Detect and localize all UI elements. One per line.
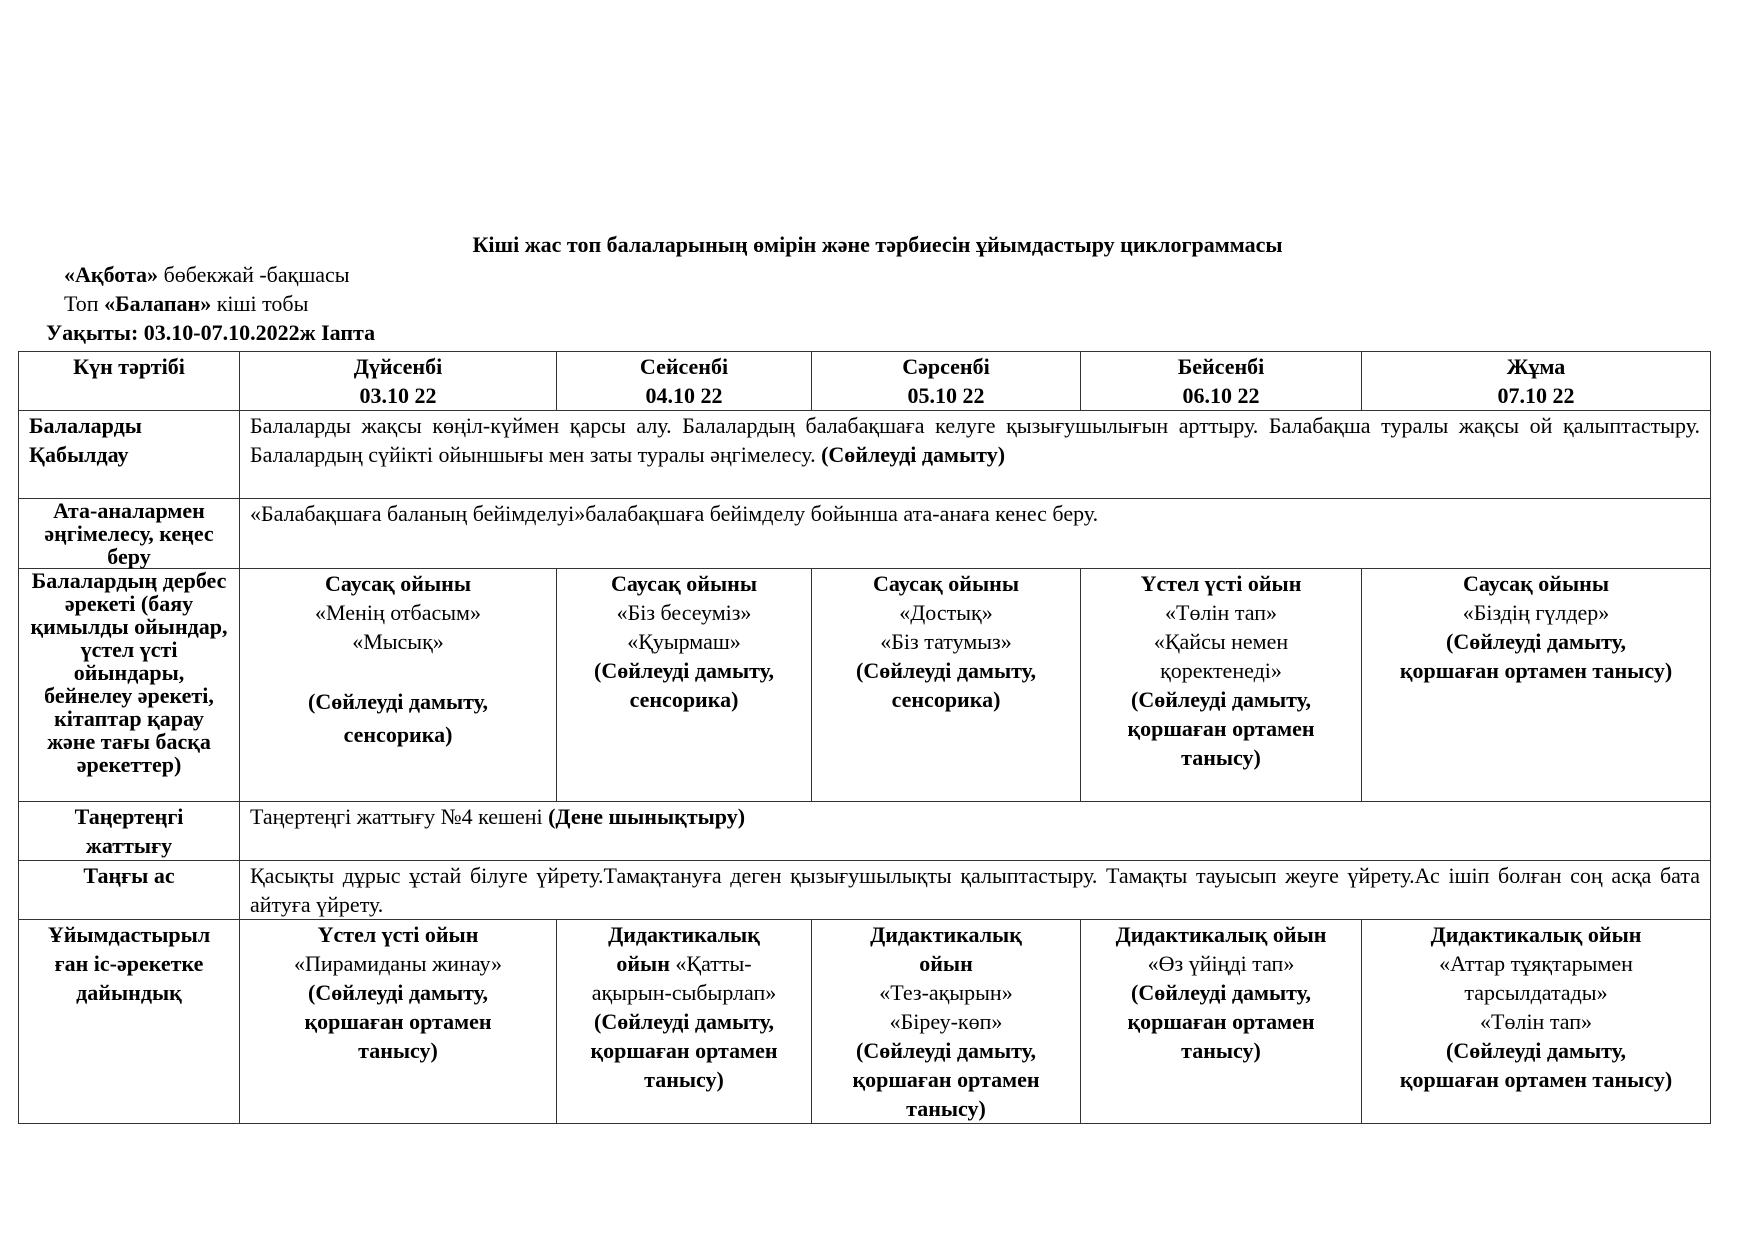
- activity-area: (Сөйлеуді дамыту,: [1131, 980, 1311, 1005]
- activity-title: ойын: [919, 951, 973, 976]
- breakfast-content: Қасықты дұрыс ұстай білуге үйрету.Тамақтануға деген қызығушылықты қалыптастыру. Тамақты тауысып жеуге үйрету.Ас ішіп болған соң асқа бата айтуға үйрету.: [240, 861, 1711, 920]
- activity-title: Саусақ ойыны: [610, 571, 757, 596]
- activity-area: сенсорика): [629, 687, 739, 712]
- day-name: Жұма: [1506, 354, 1566, 379]
- activity-line: «Біздің гүлдер»: [1462, 600, 1610, 625]
- kindergarten-name: «Ақбота»: [64, 262, 159, 287]
- parents-row: [19, 499, 1711, 569]
- header-wednesday: [812, 352, 1081, 411]
- group-name: «Балапан»: [104, 291, 212, 316]
- parents-content: «Балабақшаға баланың бейімделуі»балабақшаға бейімделу бойынша ата-анаға кенес беру.: [240, 499, 1711, 569]
- exercise-row: [19, 802, 1711, 861]
- activity-title: Дидактикалық: [870, 922, 1022, 947]
- activity-area: танысу): [644, 1067, 724, 1092]
- preparation-monday: [240, 920, 557, 1124]
- content-area-tag: (Сөйлеуді дамыту): [821, 442, 1006, 467]
- activity-area: (Сөйлеуді дамыту,: [594, 1009, 774, 1034]
- independent-wednesday: [812, 569, 1081, 802]
- activity-line: «Аттар тұяқтарымен: [1439, 951, 1633, 976]
- activity-line: «Төлін тап»: [1480, 1009, 1592, 1034]
- kindergarten-line: [64, 261, 350, 288]
- activity-line: «Қайсы немен: [1153, 629, 1289, 654]
- activity-area: сенсорика): [891, 687, 1001, 712]
- label-line: ған іс-әрекетке: [54, 951, 204, 976]
- activity-line: «Біз татумыз»: [880, 629, 1012, 654]
- activity-title: Саусақ ойыны: [1462, 571, 1609, 596]
- exercise-content: [240, 802, 1711, 861]
- kindergarten-suffix: бөбекжай -бақшасы: [158, 262, 350, 287]
- activity-area: қоршаған ортамен: [304, 1009, 492, 1034]
- day-date: 03.10 22: [359, 383, 437, 408]
- activity-line: «Біреу-көп»: [889, 1009, 1003, 1034]
- independent-monday: [240, 569, 557, 802]
- header-tuesday: [557, 352, 812, 411]
- independent-row: [19, 569, 1711, 802]
- activity-line: «Менің отбасым»: [315, 600, 481, 625]
- day-name: Сейсенбі: [639, 354, 729, 379]
- activity-line: «Қуырмаш»: [627, 629, 741, 654]
- independent-thursday: [1081, 569, 1362, 802]
- period-line: Уақыты: 03.10-07.10.2022ж Іапта: [46, 320, 376, 345]
- content-text: Таңертеңгі жаттығу №4 кешені: [250, 804, 549, 829]
- reception-row: [19, 411, 1711, 499]
- breakfast-row: [19, 861, 1711, 920]
- content-area-tag: (Дене шынықтыру): [548, 804, 746, 829]
- activity-area: қоршаған ортамен: [1127, 716, 1315, 741]
- activity-line: «Мысық»: [352, 629, 444, 654]
- reception-content: [240, 411, 1711, 499]
- day-date: 04.10 22: [645, 383, 723, 408]
- preparation-label: [19, 920, 240, 1124]
- header-friday: [1362, 352, 1711, 411]
- activity-line: «Өз үйіңді тап»: [1147, 951, 1295, 976]
- activity-area: қоршаған ортамен танысу): [1399, 1067, 1673, 1092]
- activity-title: Дидактикалық ойын: [1115, 922, 1327, 947]
- document-title: Кіші жас топ балаларының өмірін және тәрбиесін ұйымдастыру циклограммасы: [472, 232, 1283, 257]
- activity-line: ақырын-сыбырлап»: [591, 980, 777, 1005]
- header-row: [19, 352, 1711, 411]
- activity-area: (Сөйлеуді дамыту,: [1131, 687, 1311, 712]
- reception-label: [19, 411, 240, 499]
- schedule-table: [18, 351, 1711, 1124]
- day-name: Сәрсенбі: [902, 354, 990, 379]
- activity-area: танысу): [906, 1096, 986, 1121]
- preparation-wednesday: [812, 920, 1081, 1124]
- label-line: Балаларды: [29, 413, 142, 438]
- label-line: дайындық: [76, 980, 182, 1005]
- activity-title: Дидактикалық ойын: [1430, 922, 1642, 947]
- activity-line: «Достық»: [899, 600, 993, 625]
- label-line: жаттығу: [85, 833, 173, 858]
- activity-line: «Пирамиданы жинау»: [293, 951, 503, 976]
- activity-area: танысу): [358, 1038, 438, 1063]
- activity-area: (Сөйлеуді дамыту,: [1446, 1038, 1626, 1063]
- activity-area: қоршаған ортамен: [852, 1067, 1040, 1092]
- breakfast-label: Таңғы ас: [19, 861, 240, 920]
- activity-area: танысу): [1181, 1038, 1261, 1063]
- label-line: Ұйымдастырыл: [47, 922, 211, 947]
- activity-line: қоректенеді»: [1160, 658, 1282, 683]
- activity-area: (Сөйлеуді дамыту,: [308, 980, 488, 1005]
- label-line: Таңертеңгі: [74, 804, 184, 829]
- header-thursday: [1081, 352, 1362, 411]
- group-suffix: кіші тобы: [211, 291, 309, 316]
- preparation-row: [19, 920, 1711, 1124]
- day-name: Дүйсенбі: [353, 354, 443, 379]
- group-line: [64, 290, 308, 317]
- activity-area: қоршаған ортамен: [590, 1038, 778, 1063]
- activity-area: танысу): [1181, 745, 1261, 770]
- day-date: 06.10 22: [1182, 383, 1260, 408]
- activity-title: Дидактикалық: [608, 922, 760, 947]
- activity-area: (Сөйлеуді дамыту,: [308, 689, 488, 714]
- preparation-thursday: [1081, 920, 1362, 1124]
- day-date: 07.10 22: [1497, 383, 1575, 408]
- independent-label: Балалардың дербес әрекеті (баяу қимылды ойындар, үстел үсті ойындары, бейнелеу әрекеті, кітаптар қарау және тағы басқа әрекеттер): [19, 569, 240, 802]
- independent-tuesday: [557, 569, 812, 802]
- activity-title: Үстел үсті ойын: [317, 922, 479, 947]
- activity-line: «Төлін тап»: [1165, 600, 1277, 625]
- activity-line: «Тез-ақырын»: [879, 980, 1013, 1005]
- activity-area: қоршаған ортамен танысу): [1399, 658, 1673, 683]
- activity-title: Үстел үсті ойын: [1140, 571, 1302, 596]
- day-date: 05.10 22: [907, 383, 985, 408]
- activity-area: қоршаған ортамен: [1127, 1009, 1315, 1034]
- header-monday: [240, 352, 557, 411]
- header-schedule: Күн тәртібі: [19, 352, 240, 411]
- activity-area: (Сөйлеуді дамыту,: [856, 658, 1036, 683]
- preparation-friday: [1362, 920, 1711, 1124]
- activity-title: Саусақ ойыны: [324, 571, 471, 596]
- activity-line: «Біз бесеуміз»: [616, 600, 752, 625]
- activity-title: Саусақ ойыны: [872, 571, 1019, 596]
- group-prefix: Топ: [64, 291, 105, 316]
- activity-area: (Сөйлеуді дамыту,: [856, 1038, 1036, 1063]
- activity-area: (Сөйлеуді дамыту,: [1446, 629, 1626, 654]
- activity-area: сенсорика): [343, 722, 453, 747]
- activity-line: тарсылдатады»: [1464, 980, 1608, 1005]
- parents-label: Ата-аналармен әңгімелесу, кеңес беру: [19, 499, 240, 569]
- activity-title: ойын: [616, 951, 670, 976]
- content-text: Балаларды жақсы көңіл-күймен қарсы алу. Балалардың балабақшаға келуге қызығушылығын арттыру. Балабақша туралы жақсы ой қалыптастыру. Балалардың сүйікті ойыншығы мен заты туралы әңгімелесу.: [250, 413, 1700, 467]
- exercise-label: [19, 802, 240, 861]
- label-line: Қабылдау: [29, 442, 129, 467]
- activity-area: (Сөйлеуді дамыту,: [594, 658, 774, 683]
- independent-friday: [1362, 569, 1711, 802]
- activity-line: «Қатты-: [669, 951, 752, 976]
- preparation-tuesday: [557, 920, 812, 1124]
- day-name: Бейсенбі: [1177, 354, 1265, 379]
